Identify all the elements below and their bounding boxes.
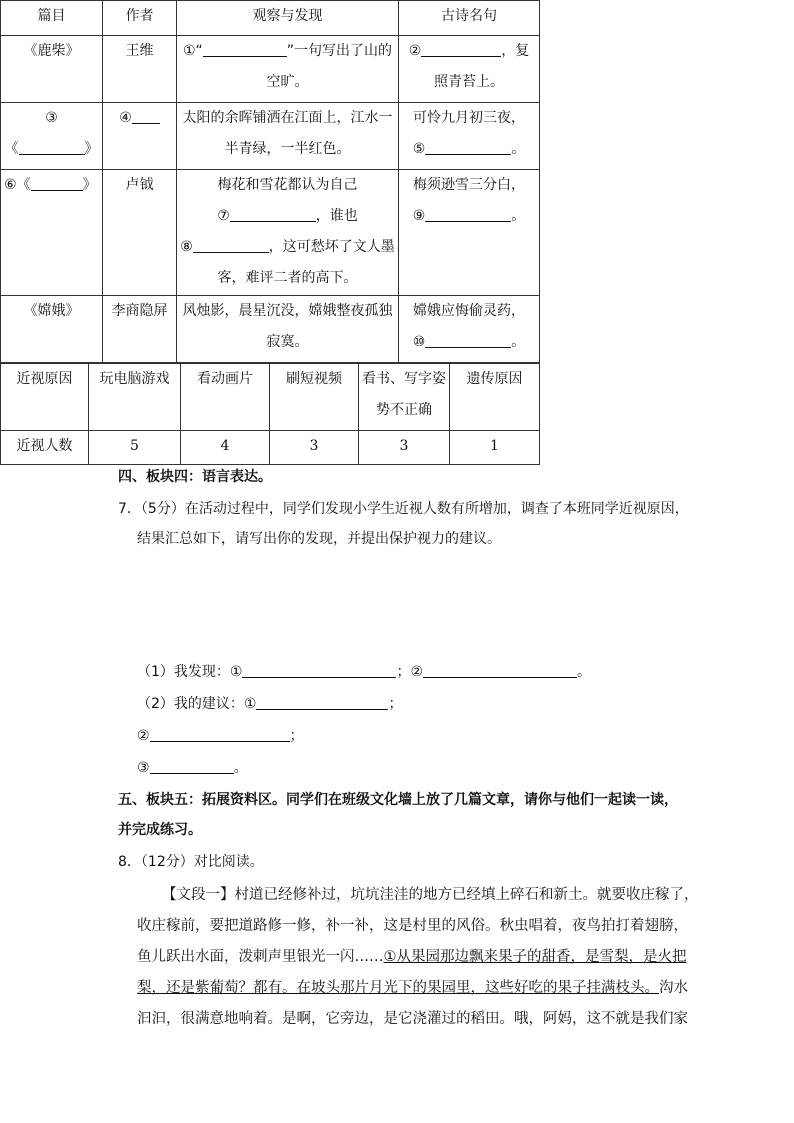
section-4-heading: 四、板块四：语言表达。 xyxy=(118,469,272,485)
passage-line: 梨，还是紫葡萄？都有。在坡头那片月光下的果园里，这些好吃的果子挂满枝头。沟水 xyxy=(137,980,688,996)
cell-title: ③ 《 》 xyxy=(1,103,103,170)
cell-cause: 看动画片 xyxy=(181,364,270,431)
cell-title: ⑥《 》 xyxy=(1,170,103,296)
passage-line: 鱼儿跃出水面，泼刺声里银光一闪……①从果园那边飘来果子的甜香，是雪梨，是火把 xyxy=(137,949,687,965)
answer-blank[interactable] xyxy=(203,40,287,57)
cell-cause: 刷短视频 xyxy=(270,364,359,431)
cell-title: 《鹿柴》 xyxy=(1,36,103,103)
cell-author: 王维 xyxy=(103,36,177,103)
q7-line2: 结果汇总如下，请写出你的发现，并提出保护视力的建议。 xyxy=(137,531,501,547)
cell-author: ④ xyxy=(103,103,177,170)
cell-count: 5 xyxy=(89,431,181,465)
underlined-sentence: 梨，还是紫葡萄？都有。在坡头那片月光下的果园里，这些好吃的果子挂满枝头。 xyxy=(137,980,659,996)
cell-cause-header: 近视原因 xyxy=(1,364,89,431)
table-row xyxy=(1,36,540,103)
answer-blank[interactable] xyxy=(150,725,290,742)
table-row xyxy=(1,431,540,465)
q7-line1: 7．（5分）在活动过程中，同学们发现小学生近视人数有所增加，调查了本班同学近视原因， xyxy=(118,501,689,517)
answer-blank[interactable] xyxy=(19,138,85,155)
cell-author: 李商隐屏 xyxy=(103,296,177,363)
cell-poem: 可怜九月初三夜， ⑤ 。 xyxy=(399,103,540,170)
myopia-table xyxy=(0,363,540,465)
cell-poem: 嫦娥应悔偷灵药， ⑩ 。 xyxy=(399,296,540,363)
answer-blank[interactable] xyxy=(230,205,316,222)
answer-blank[interactable] xyxy=(423,661,577,678)
header-author: 作者 xyxy=(103,1,177,36)
answer-blank[interactable] xyxy=(256,693,388,710)
cell-count: 3 xyxy=(270,431,359,465)
q7-findings: （1）我发现：① ；② 。 xyxy=(137,661,591,681)
table-row xyxy=(1,364,540,431)
table-row xyxy=(1,296,540,363)
cell-count: 3 xyxy=(359,431,450,465)
table-row xyxy=(1,103,540,170)
q7-advice-2: ② ； xyxy=(137,725,304,745)
q7-advice-1: （2）我的建议：① ； xyxy=(137,693,402,713)
cell-observation: 太阳的余晖铺洒在江面上，江水一半青绿，一半红色。 xyxy=(177,103,399,170)
table-row xyxy=(1,170,540,296)
underlined-sentence: ①从果园那边飘来果子的甜香，是雪梨，是火把 xyxy=(383,949,687,965)
cell-author: 卢钺 xyxy=(103,170,177,296)
cell-count: 1 xyxy=(450,431,540,465)
answer-blank[interactable] xyxy=(421,40,501,57)
header-poem: 古诗名句 xyxy=(399,1,540,36)
passage-line: 【文段一】村道已经修补过，坑坑洼洼的地方已经填上碎石和新土。就要收庄稼了， xyxy=(162,887,699,903)
passage-line: 收庄稼前，要把道路修一修，补一补，这是村里的风俗。秋虫唱着，夜鸟拍打着翅膀， xyxy=(137,918,688,934)
cell-count: 4 xyxy=(181,431,270,465)
answer-blank[interactable] xyxy=(242,661,396,678)
passage-line: 汩汩，很满意地响着。是啊，它旁边，是它浇灌过的稻田。哦，阿妈，这不就是我们家 xyxy=(137,1011,688,1027)
answer-blank[interactable] xyxy=(193,236,269,253)
header-title: 篇目 xyxy=(1,1,103,36)
cell-cause: 遗传原因 xyxy=(450,364,540,431)
cell-poem: ② ，复照青苔上。 xyxy=(399,36,540,103)
answer-blank[interactable] xyxy=(425,205,511,222)
section-5-heading-cont: 并完成练习。 xyxy=(118,822,202,838)
answer-blank[interactable] xyxy=(425,331,511,348)
section-5-heading: 五、板块五：拓展资料区。同学们在班级文化墙上放了几篇文章，请你与他们一起读一读， xyxy=(118,792,678,808)
header-observation: 观察与发现 xyxy=(177,1,399,36)
answer-blank[interactable] xyxy=(425,138,511,155)
cell-poem: 梅须逊雪三分白， ⑨ 。 xyxy=(399,170,540,296)
q8-title: 8．（12分）对比阅读。 xyxy=(118,854,264,870)
cell-observation: 风烛影，晨星沉没，嫦娥整夜孤独寂寞。 xyxy=(177,296,399,363)
answer-blank[interactable] xyxy=(31,174,83,191)
q7-advice-3: ③ 。 xyxy=(137,757,248,777)
cell-cause: 玩电脑游戏 xyxy=(89,364,181,431)
cell-count-header: 近视人数 xyxy=(1,431,89,465)
cell-observation: 梅花和雪花都认为自己 ⑦ ，谁也 ⑧ ，这可愁坏了文人墨客，难评二者的高下。 xyxy=(177,170,399,296)
poem-table xyxy=(0,0,540,363)
cell-observation: ①“ ”一句写出了山的空旷。 xyxy=(177,36,399,103)
answer-blank[interactable] xyxy=(132,107,160,124)
cell-cause: 看书、写字姿势不正确 xyxy=(359,364,450,431)
answer-blank[interactable] xyxy=(150,757,234,774)
cell-title: 《嫦娥》 xyxy=(1,296,103,363)
